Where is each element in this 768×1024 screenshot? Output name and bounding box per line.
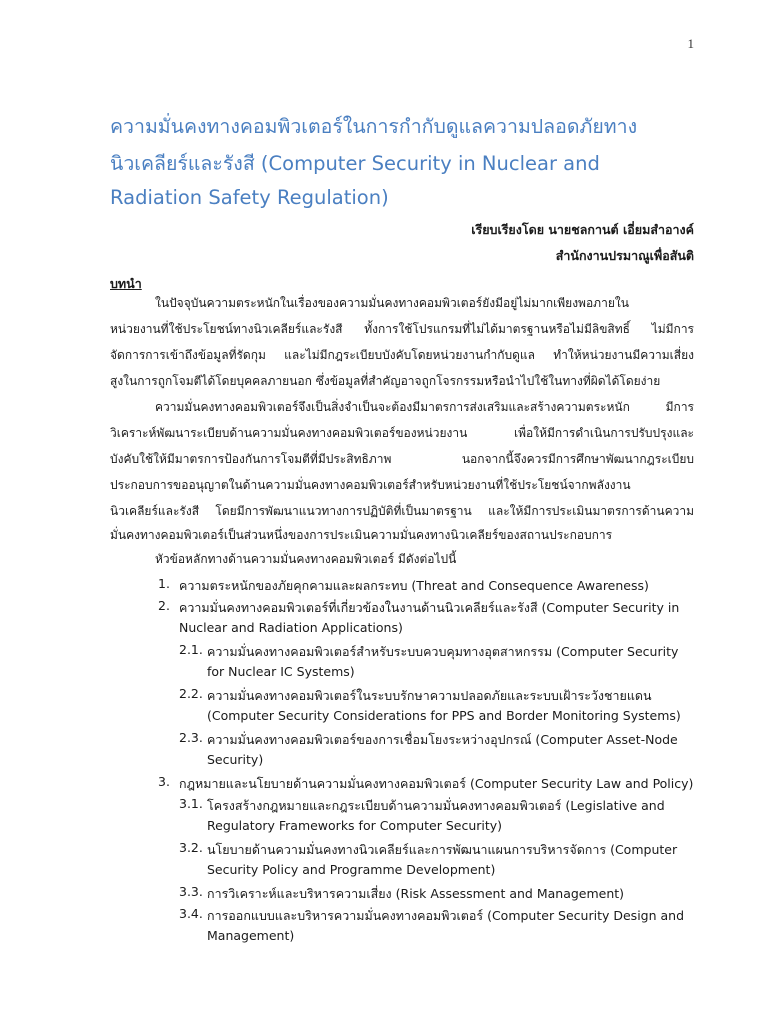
page-number: 1 bbox=[687, 36, 694, 51]
section-heading: บทนำ bbox=[110, 276, 142, 291]
paragraph-line: ประกอบการขออนุญาตในด้านความมั่นคงทางคอมพิวเตอร์สำหรับหน่วยงานที่ใช้ประโยชน์จากพลังงาน bbox=[110, 478, 631, 492]
list-subitem: ความมั่นคงทางคอมพิวเตอร์ในระบบรักษาความปลอดภัยและระบบเฝ้าระวังชายแดน bbox=[207, 688, 652, 703]
list-item: ความตระหนักของภัยคุกคามและผลกระทบ (Threat and Consequence Awareness) bbox=[179, 578, 649, 593]
list-subitem: ความมั่นคงทางคอมพิวเตอร์ของการเชื่อมโยงระหว่างอุปกรณ์ (Computer Asset-Node bbox=[207, 732, 678, 747]
title-line-1: ความมั่นคงทางคอมพิวเตอร์ในการกำกับดูแลความปลอดภัยทาง bbox=[110, 115, 638, 138]
author-name: เรียบเรียงโดย นายชลกานต์ เอี่ยมสำอางค์ bbox=[471, 222, 694, 237]
paragraph-line: บังคับใช้ให้มีมาตรการป้องกันการโจมตีที่มีประสิทธิภาพ นอกจากนี้จึงควรมีการศึกษาพัฒนากฎระเบียบ bbox=[110, 452, 694, 466]
list-subitem-continued: Security) bbox=[207, 752, 264, 767]
paragraph-line: ความมั่นคงทางคอมพิวเตอร์จึงเป็นสิ่งจำเป็นจะต้องมีมาตรการส่งเสริมและสร้างความตระหนัก มีการ bbox=[155, 400, 694, 414]
paragraph-line: วิเคราะห์พัฒนาระเบียบด้านความมั่นคงทางคอมพิวเตอร์ของหน่วยงาน เพื่อให้มีการดำเนินการปรับปรุงและ bbox=[110, 426, 694, 440]
list-subitem-continued: for Nuclear IC Systems) bbox=[207, 664, 355, 679]
paragraph-line: ในปัจจุบันความตระหนักในเรื่องของความมั่นคงทางคอมพิวเตอร์ยังมีอยู่ไม่มากเพียงพอภายใน bbox=[155, 296, 629, 310]
topics-intro: หัวข้อหลักทางด้านความมั่นคงทางคอมพิวเตอร์ มีดังต่อไปนี้ bbox=[155, 552, 457, 566]
paragraph-line: หน่วยงานที่ใช้ประโยชน์ทางนิวเคลียร์และรังสี ทั้งการใช้โปรแกรมที่ไม่ได้มาตรฐานหรือไม่มีลิขสิทธิ์ ไม่มีการ bbox=[110, 322, 694, 336]
list-subitem-continued: Management) bbox=[207, 928, 295, 943]
list-number: 2.1. bbox=[179, 642, 203, 657]
list-number: 1. bbox=[158, 576, 170, 591]
list-number: 3.3. bbox=[179, 884, 203, 899]
paragraph-line: จัดการการเข้าถึงข้อมูลที่รัดกุม และไม่มีกฎระเบียบบังคับโดยหน่วยงานกำกับดูแล ทำให้หน่วยงานมีความเสี่ยง bbox=[110, 348, 694, 362]
list-number: 2.2. bbox=[179, 686, 203, 701]
list-number: 3. bbox=[158, 774, 170, 789]
author-office: สำนักงานปรมาณูเพื่อสันติ bbox=[555, 248, 694, 263]
list-subitem: การวิเคราะห์และบริหารความเสี่ยง (Risk Assessment and Management) bbox=[207, 886, 625, 901]
list-number: 3.4. bbox=[179, 906, 203, 921]
list-subitem: การออกแบบและบริหารความมั่นคงทางคอมพิวเตอร์ (Computer Security Design and bbox=[207, 908, 685, 923]
title-line-3: Radiation Safety Regulation) bbox=[110, 186, 389, 209]
list-item-continued: Nuclear and Radiation Applications) bbox=[179, 620, 403, 635]
list-subitem-continued: Security Policy and Programme Development) bbox=[207, 862, 496, 877]
list-subitem: นโยบายด้านความมั่นคงทางนิวเคลียร์และการพัฒนาแผนการบริหารจัดการ (Computer bbox=[207, 842, 678, 857]
list-item: ความมั่นคงทางคอมพิวเตอร์ที่เกี่ยวข้องในงานด้านนิวเคลียร์และรังสี (Computer Security in bbox=[179, 600, 680, 615]
list-subitem-continued: (Computer Security Considerations for PPS and Border Monitoring Systems) bbox=[207, 708, 681, 723]
paragraph-line: นิวเคลียร์และรังสี โดยมีการพัฒนาแนวทางการปฏิบัติที่เป็นมาตรฐาน และให้มีการประเมินมาตรการด้านความ bbox=[110, 504, 694, 518]
list-subitem: โครงสร้างกฎหมายและกฎระเบียบด้านความมั่นคงทางคอมพิวเตอร์ (Legislative and bbox=[207, 798, 665, 813]
list-number: 3.2. bbox=[179, 840, 203, 855]
list-item: กฎหมายและนโยบายด้านความมั่นคงทางคอมพิวเตอร์ (Computer Security Law and Policy) bbox=[179, 776, 694, 791]
paragraph-line: มั่นคงทางคอมพิวเตอร์เป็นส่วนหนึ่งของการประเมินความมั่นคงทางนิวเคลียร์ของสถานประกอบการ bbox=[110, 528, 613, 542]
paragraph-line: สูงในการถูกโจมตีได้โดยบุคคลภายนอก ซึ่งข้อมูลที่สำคัญอาจถูกโจรกรรมหรือนำไปใช้ในทางที่ผิดได้โดยง่าย bbox=[110, 374, 661, 388]
title-line-2: นิวเคลียร์และรังสี (Computer Security in Nuclear and bbox=[110, 152, 600, 175]
list-number: 2.3. bbox=[179, 730, 203, 745]
list-subitem: ความมั่นคงทางคอมพิวเตอร์สำหรับระบบควบคุมทางอุตสาหกรรม (Computer Security bbox=[207, 644, 679, 659]
list-number: 3.1. bbox=[179, 796, 203, 811]
list-subitem-continued: Regulatory Frameworks for Computer Security) bbox=[207, 818, 503, 833]
list-number: 2. bbox=[158, 598, 170, 613]
